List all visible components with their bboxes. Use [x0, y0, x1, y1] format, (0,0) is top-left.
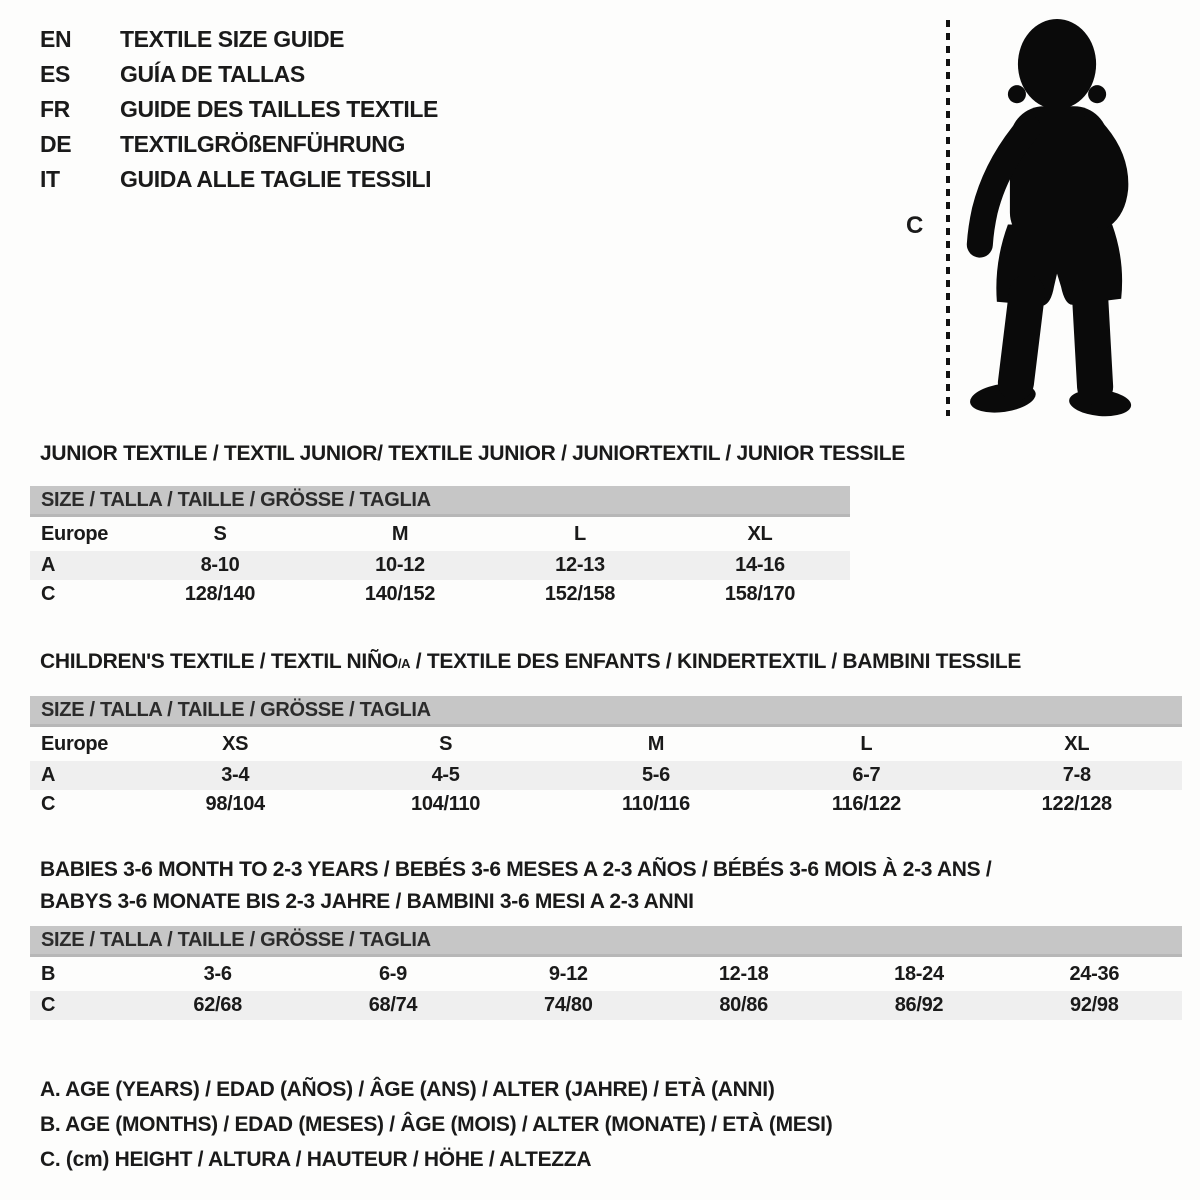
table-row-a: [30, 551, 850, 580]
section-title-line2: BABYS 3-6 MONATE BIS 2-3 JAHRE / BAMBINI 3-6 MESI A 2-3 ANNI: [40, 890, 694, 913]
size-header-band: SIZE / TALLA / TAILLE / GRÖSSE / TAGLIA: [30, 926, 1182, 956]
table-row-europe: [30, 516, 850, 552]
section-title: [40, 854, 1182, 886]
value-cell: L: [574, 522, 586, 545]
language-code: ES: [40, 61, 70, 87]
value-cell: S: [213, 522, 227, 545]
size-header-row: [30, 486, 850, 516]
language-guide-title: GUIDA ALLE TAGLIE TESSILI: [120, 166, 432, 192]
section-junior-textile: [30, 438, 905, 609]
value-cell: 140/152: [364, 583, 436, 605]
value-cell: 12-18: [718, 962, 769, 985]
language-title-list: [40, 22, 438, 197]
row-label-cell: Europe: [41, 732, 109, 755]
toddler-silhouette: [953, 14, 1145, 420]
value-cell: 116/122: [831, 793, 901, 815]
legend-line-b: B. AGE (MONTHS) / EDAD (MESES) / ÂGE (MOIS) / ALTER (MONATE) / ETÀ (MESI): [40, 1113, 833, 1136]
section-babies-textile: [30, 854, 1182, 1020]
value-cell: L: [860, 732, 873, 755]
size-header-band: SIZE / TALLA / TAILLE / GRÖSSE / TAGLIA: [30, 696, 1182, 726]
value-cell: 98/104: [205, 793, 265, 815]
value-cell: 3-4: [130, 761, 340, 790]
language-row-es: [40, 57, 438, 92]
section-title-text: BABIES 3-6 MONTH TO 2-3 YEARS / BEBÉS 3-6 MESES A 2-3 AÑOS / BÉBÉS 3-6 MOIS À 2-3 ANS /: [40, 858, 992, 881]
value-cell: 152/158: [544, 583, 616, 605]
value-cell: 80/86: [656, 991, 831, 1020]
value-cell: 6-9: [378, 962, 407, 985]
value-cell: 12-13: [490, 551, 670, 580]
value-cell: 4-5: [340, 761, 550, 790]
height-measure-label-c: C: [906, 212, 924, 239]
legend-line-c: C. (cm) HEIGHT / ALTURA / HAUTEUR / HÖHE / ALTEZZA: [40, 1148, 592, 1171]
size-table-children: [30, 696, 1182, 819]
value-cell: 92/98: [1007, 991, 1182, 1020]
section-title-text: JUNIOR TEXTILE / TEXTIL JUNIOR/ TEXTILE JUNIOR / JUNIORTEXTIL / JUNIOR TESSILE: [40, 442, 905, 465]
section-title-text: CHILDREN'S TEXTILE / TEXTIL NIÑO: [40, 650, 398, 673]
value-cell: M: [391, 522, 409, 545]
language-guide-title: GUIDE DES TAILLES TEXTILE: [120, 96, 438, 122]
height-measure-dashed-line: [946, 20, 950, 416]
table-row-c: [30, 580, 850, 609]
section-title: [40, 438, 905, 470]
value-cell: 24-36: [1069, 962, 1120, 985]
table-row-c: [30, 790, 1182, 819]
language-guide-title: TEXTILE SIZE GUIDE: [120, 26, 345, 52]
row-label-cell: C: [30, 991, 130, 1020]
language-code: EN: [40, 26, 72, 52]
row-label-cell: Europe: [41, 522, 109, 545]
value-cell: XS: [222, 732, 249, 755]
value-cell: 122/128: [1041, 793, 1112, 815]
language-guide-title: GUÍA DE TALLAS: [120, 61, 305, 87]
size-header-row: [30, 926, 1182, 956]
language-row-en: [40, 22, 438, 57]
value-cell: 14-16: [670, 551, 850, 580]
language-row-it: [40, 162, 438, 197]
row-label-cell: A: [30, 551, 130, 580]
language-row-de: [40, 127, 438, 162]
section-title-text-rest: / TEXTILE DES ENFANTS / KINDERTEXTIL / BAMBINI TESSILE: [410, 650, 1022, 673]
table-row-europe: [30, 726, 1182, 762]
size-table-babies: [30, 926, 1182, 1020]
value-cell: 86/92: [831, 991, 1006, 1020]
value-cell: 104/110: [411, 793, 481, 815]
legend-notes: [40, 1072, 832, 1177]
table-row-c: [30, 991, 1182, 1020]
value-cell: 18-24: [894, 962, 944, 985]
value-cell: 68/74: [305, 991, 480, 1020]
section-title-subscript: /A: [397, 656, 411, 671]
value-cell: XL: [747, 522, 773, 545]
value-cell: XL: [1064, 732, 1090, 755]
row-label-cell: C: [41, 583, 56, 605]
language-code: IT: [40, 166, 60, 192]
value-cell: 6-7: [761, 761, 971, 790]
value-cell: S: [439, 732, 453, 755]
row-label-cell: B: [41, 962, 56, 985]
language-row-fr: [40, 92, 438, 127]
value-cell: 7-8: [972, 761, 1182, 790]
value-cell: 158/170: [724, 583, 796, 605]
size-header-row: [30, 696, 1182, 726]
size-table-junior: [30, 486, 850, 609]
value-cell: 110/116: [621, 793, 690, 815]
value-cell: 9-12: [548, 962, 588, 985]
toddler-legs: [1016, 293, 1095, 387]
legend-line-a: A. AGE (YEARS) / EDAD (AÑOS) / ÂGE (ANS) / ALTER (JAHRE) / ETÀ (ANNI): [40, 1078, 775, 1101]
value-cell: 8-10: [130, 551, 310, 580]
table-row-a: [30, 761, 1182, 790]
language-code: DE: [40, 131, 72, 157]
value-cell: 3-6: [203, 962, 232, 985]
value-cell: 128/140: [184, 583, 256, 605]
section-children-textile: [30, 646, 1182, 819]
value-cell: M: [647, 732, 665, 755]
table-row-b: [30, 956, 1182, 992]
value-cell: 62/68: [130, 991, 305, 1020]
size-header-band: SIZE / TALLA / TAILLE / GRÖSSE / TAGLIA: [30, 486, 850, 516]
row-label-cell: A: [30, 761, 130, 790]
language-code: FR: [40, 96, 70, 122]
value-cell: 5-6: [551, 761, 761, 790]
row-label-cell: C: [41, 793, 56, 815]
value-cell: 10-12: [310, 551, 490, 580]
value-cell: 74/80: [481, 991, 656, 1020]
language-guide-title: TEXTILGRÖßENFÜHRUNG: [120, 131, 405, 157]
section-title: [40, 646, 1182, 680]
